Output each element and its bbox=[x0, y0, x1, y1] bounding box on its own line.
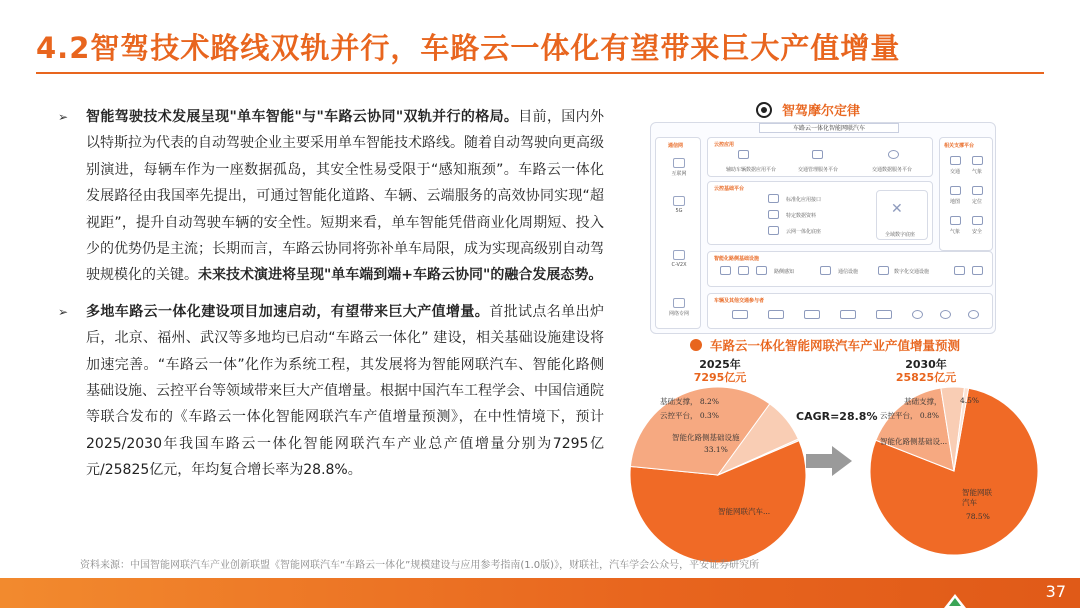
bullet-1-lead: 智能驾驶技术发展呈现"单车智能"与"车路云协同"双轨并行的格局。 bbox=[86, 109, 519, 125]
pie-2030-total: 25825亿元 bbox=[895, 371, 957, 384]
left-item-label: 网络专网 bbox=[668, 311, 689, 317]
pie-2025-label-cloud bbox=[660, 410, 719, 421]
cloud-base-item: 云网一体化底座 bbox=[786, 229, 822, 235]
label-text: 云控平台， bbox=[880, 411, 918, 420]
cloud-base-label: 云控基础平台 bbox=[714, 186, 745, 192]
cloud-app-label: 云控应用 bbox=[714, 142, 735, 148]
title-divider bbox=[36, 72, 1044, 74]
tool-box bbox=[876, 190, 928, 240]
support-item: 地图 bbox=[950, 199, 961, 205]
5g-icon bbox=[673, 196, 685, 206]
target-icon bbox=[756, 102, 772, 118]
text-column bbox=[58, 104, 604, 494]
label-value: 0.3% bbox=[699, 411, 719, 420]
security-icon bbox=[972, 216, 983, 225]
bank-icon bbox=[812, 150, 823, 159]
board-icon bbox=[972, 266, 983, 275]
network-icon bbox=[673, 158, 685, 168]
cloud-base-box bbox=[707, 181, 933, 245]
cagr-label: CAGR=28.8% bbox=[796, 410, 878, 423]
roadside-label: 智能化路侧基础设施 bbox=[714, 256, 760, 262]
pie-2025-label-base bbox=[660, 396, 719, 407]
bullet-1-body: 目前，国内外以特斯拉为代表的自动驾驶企业主要采用单车智能技术路线。随着自动驾驶向更高级别演进，每辆车作为一座数据孤岛，其安全性易受限于“感知瓶颈”。车路云一体化发展路径由我国率先提出，可通过智能化道路、车辆、云端服务的高效协同实现“超视距”，提升自动驾驶车辆的安全性。短期来看，单车智能凭借商业化周期短、投入少的优势仍是主流；长期而言，车路云协同将弥补单车局限，成为实现高级别自动驾驶规模化的关键。 bbox=[86, 109, 604, 284]
sign-icon bbox=[954, 266, 965, 275]
vehicle-label: 车辆及其他交通参与者 bbox=[714, 298, 765, 304]
car-icon bbox=[732, 310, 748, 319]
car-icon bbox=[876, 310, 892, 319]
cloud-app-item: 辅助车辆数据应用平台 bbox=[726, 167, 777, 173]
pedestrian-icon bbox=[940, 310, 951, 319]
growth-arrow-icon bbox=[806, 446, 854, 476]
pie-2030-label-road: 智能化路侧基础设... bbox=[880, 437, 948, 446]
support-item: 安全 bbox=[972, 229, 983, 235]
pie-section-title: 车路云一体化智能网联汽车产业产值增量预测 bbox=[690, 336, 960, 354]
left-head: 通信网 bbox=[668, 143, 684, 149]
support-item: 交通 bbox=[950, 169, 961, 175]
bullet-2-body: 首批试点名单出炉后，北京、福州、武汉等多地均已启动“车路云一体化” 建设，相关基础设施建设将加速完善。“车路云一体”化作为系统工程，其发展将为智能网联汽车、智能化路侧基础设施、云控平台等领域带来巨大产值增量。根据中国汽车工程学会、中国信通院等联合发布的《车路云一体化智能网联汽车产值增量预测》，在中性情境下，预计2025/2030年我国车路云一体化智能网联汽车产业总产值增量分别为7295亿元/25825亿元，年均复合增长率为28.8%。 bbox=[86, 303, 605, 479]
traffic-icon bbox=[950, 156, 961, 165]
cv2x-icon bbox=[673, 250, 685, 260]
diagram-left-column bbox=[655, 137, 701, 329]
pie-2025-year: 2025年 bbox=[699, 358, 741, 371]
page-number: 37 bbox=[1045, 582, 1066, 601]
cloud-base-item: 特定数据资料 bbox=[786, 213, 817, 219]
interface-icon bbox=[768, 194, 779, 203]
support-item: 定位 bbox=[972, 199, 983, 205]
source-note: 资料来源：中国智能网联汽车产业创新联盟《智能网联汽车“车路云一体化”规模建设与应用参考指南(1.0版)》，财联社，汽车学会公众号，平安证券研究所 bbox=[80, 560, 760, 571]
bus-icon bbox=[768, 310, 784, 319]
radar-icon bbox=[738, 266, 749, 275]
left-item-label: 5G bbox=[675, 208, 683, 214]
cloud-app-item: 交通管理服务平台 bbox=[798, 167, 839, 173]
support-item: 气象 bbox=[972, 169, 983, 175]
support-item: 气象 bbox=[950, 229, 961, 235]
support-head: 相关支撑平台 bbox=[944, 143, 975, 149]
bullet-1-tail: 未来技术演进将呈现"单车端到端+车路云协同"的融合发展态势。 bbox=[198, 267, 603, 284]
diagram-title-text: 智驾摩尔定律 bbox=[782, 104, 861, 119]
pie-2030-label-cloud bbox=[880, 410, 939, 421]
pie-2030-label-base bbox=[904, 396, 942, 407]
weather-icon bbox=[972, 156, 983, 165]
cloud-icon bbox=[768, 226, 779, 235]
brand-logo-icon bbox=[944, 594, 966, 608]
label-value: 8.2% bbox=[699, 397, 719, 406]
weather-icon bbox=[950, 216, 961, 225]
camera-icon bbox=[720, 266, 731, 275]
cloud-app-item: 交通数据服务平台 bbox=[872, 167, 913, 173]
tools-icon: ✕ bbox=[891, 201, 903, 217]
rsu-icon bbox=[820, 266, 831, 275]
roadside-item: 路侧感知 bbox=[774, 269, 795, 275]
map-icon bbox=[950, 186, 961, 195]
pie-2025-total: 7295亿元 bbox=[693, 371, 747, 384]
support-platform-column bbox=[939, 137, 993, 251]
left-item-label: 互联网 bbox=[671, 171, 687, 177]
scooter-icon bbox=[968, 310, 979, 319]
location-icon bbox=[972, 186, 983, 195]
arrow-bullet-icon: ➢ bbox=[58, 304, 69, 319]
bullet-1 bbox=[58, 104, 604, 289]
left-item bbox=[656, 298, 702, 317]
roadside-item: 数字化交通设施 bbox=[894, 269, 930, 275]
label-text: 云控平台， bbox=[660, 411, 698, 420]
pie-2030-label-base-value: 4.5% bbox=[960, 396, 980, 405]
left-item-label: C-V2X bbox=[671, 262, 687, 268]
diagram-title bbox=[756, 100, 860, 119]
roadside-box bbox=[707, 251, 993, 287]
pie-2030-label-main-value: 78.5% bbox=[966, 512, 990, 521]
label-text: 基础支撑， bbox=[660, 397, 698, 406]
label-text: 基础支撑， bbox=[904, 397, 942, 406]
app-icon bbox=[738, 150, 749, 159]
diagram-header: 车路云一体化智能网联汽车 bbox=[759, 123, 899, 133]
pie-2025-label-road-value: 33.1% bbox=[704, 445, 728, 454]
bicycle-icon bbox=[912, 310, 923, 319]
bullet-2 bbox=[58, 299, 604, 484]
truck-icon bbox=[804, 310, 820, 319]
vehicle-road-cloud-diagram bbox=[650, 122, 996, 334]
roadside-item: 通信设施 bbox=[838, 269, 859, 275]
arrow-bullet-icon: ➢ bbox=[58, 110, 69, 124]
wifi-icon bbox=[673, 298, 685, 308]
pie-2030-label-main: 智能网联汽车 bbox=[962, 488, 992, 507]
pie-2025-label-road: 智能化路侧基础设施 bbox=[672, 433, 740, 442]
left-item bbox=[656, 250, 702, 268]
label-value: 0.8% bbox=[919, 411, 939, 420]
tool-label: 全域数字底座 bbox=[885, 232, 916, 238]
van-icon bbox=[840, 310, 856, 319]
people-icon bbox=[888, 150, 899, 159]
pie-2025-label-main: 智能网联汽车... bbox=[718, 507, 771, 516]
page-title: 4.2智驾技术路线双轨并行，车路云一体化有望带来巨大产值增量 bbox=[36, 31, 901, 65]
sensor-icon bbox=[756, 266, 767, 275]
left-item bbox=[656, 196, 702, 214]
cloud-base-item: 标准化应用接口 bbox=[786, 197, 822, 203]
bullet-2-lead: 多地车路云一体化建设项目加速启动，有望带来巨大产值增量。 bbox=[86, 303, 490, 320]
cloud-app-box bbox=[707, 137, 933, 177]
footer-bar bbox=[0, 578, 1080, 608]
data-icon bbox=[768, 210, 779, 219]
pie-2030-year: 2030年 bbox=[905, 358, 947, 371]
signal-icon bbox=[878, 266, 889, 275]
vehicle-box bbox=[707, 293, 993, 329]
left-item bbox=[656, 158, 702, 177]
